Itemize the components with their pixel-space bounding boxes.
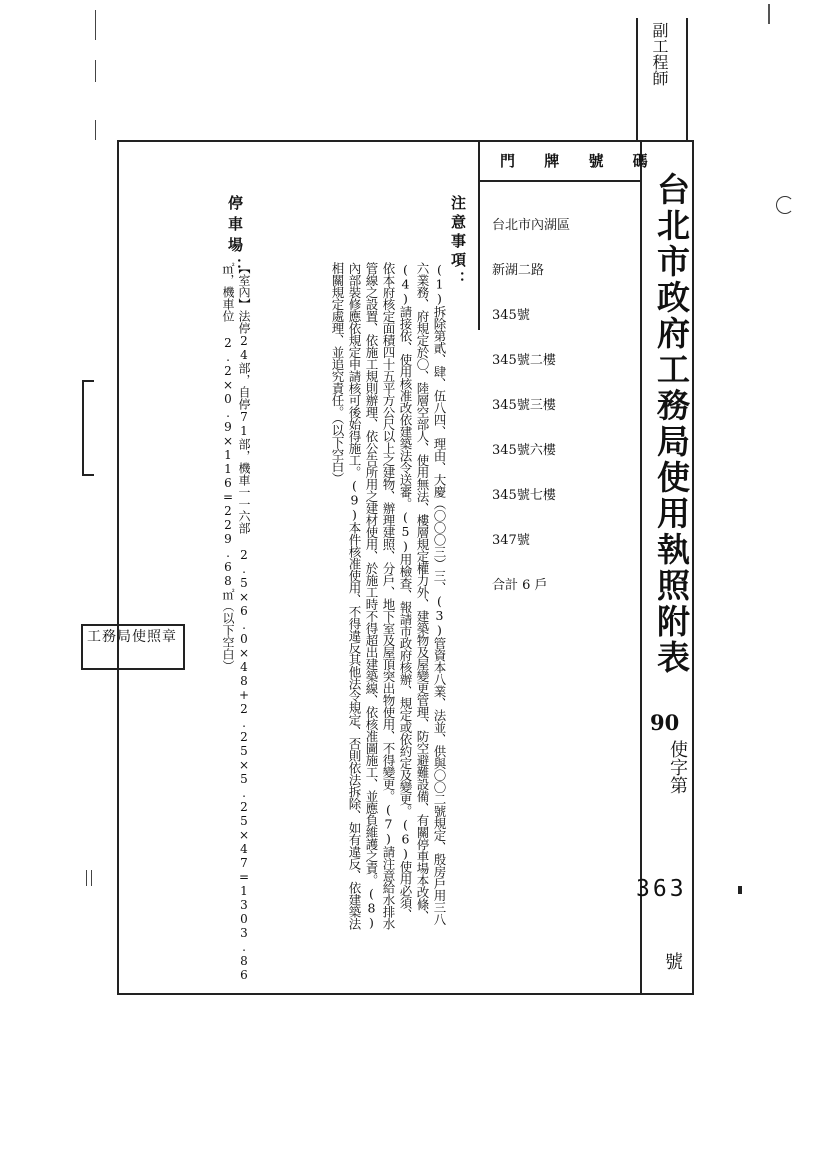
door-number-header: 門 牌 號 碼 bbox=[500, 152, 660, 170]
approval-stamp-text: 副工程師 bbox=[650, 22, 669, 86]
address-line: 345號七樓 bbox=[492, 488, 556, 503]
scan-dot bbox=[738, 886, 742, 894]
document-title: 台北市政府工務局使用執照附表 bbox=[652, 172, 691, 676]
binding-mark bbox=[86, 870, 87, 886]
permit-type: 使字第 bbox=[667, 740, 688, 794]
notes-body: (1)拆除第貳、肆、伍八四、理由、大慶（〇〇〇三）三、(3)管資本八業、法並、供與〇〇二號規定、殷房戶用三八六業務、府規定於〇、陸層空部人、使用無法、樓層規定權力外、建築物及屋變更管理、防空避難設備、有關停車場本改條、(4)請接依、使用核准改依建築法令送審。(5)用檢查、報請市政府核辦、規定或依約定及變更。(6)使用必須、依本府核定面積四十五平方公尺以上之建物、辦理建照、分戶、地下室及屋頂突出物使用、不得變更。(7)請注意給水排水管線之設置、依施工規則辦理、依公告所用之建材使用、於施工時不得超出建築線、依核准圖施工、並應負維護之責。(8)內部裝修應依規定申請核可後始得施工。(9)本件核准使用、不得違反其他法令規定、否則依法拆除、如有違反、依建築法相關規定處理、並追究責任。 bbox=[330, 262, 447, 930]
divider-address-column bbox=[478, 140, 480, 330]
scan-corner-mark bbox=[776, 196, 794, 214]
address-line: 新湖二路 bbox=[492, 263, 545, 278]
address-line: 345號六樓 bbox=[492, 443, 556, 458]
permit-number: 363 bbox=[636, 876, 687, 902]
address-line: 345號三樓 bbox=[492, 398, 556, 413]
binding-mark bbox=[95, 120, 96, 140]
parking-text: 【室內】法停24部，自停71部，機車一一六部 2.5×6.0×48+2.25×5.25×47=1303.86㎡，機車位 2.2×0.9×116=229.68㎡（以下空白） bbox=[221, 262, 251, 982]
scan-mark bbox=[768, 4, 770, 24]
address-line: 347號 bbox=[492, 533, 530, 548]
address-total: 合計 6 戶 bbox=[492, 578, 548, 593]
notes-tail: （以下空白） bbox=[330, 418, 345, 484]
address-line: 345號 bbox=[492, 308, 530, 323]
margin-bracket bbox=[82, 380, 94, 476]
address-list bbox=[492, 188, 570, 608]
permit-year: 90 bbox=[650, 710, 680, 735]
official-seal-text: 工務局使照章 bbox=[87, 629, 177, 645]
divider-title-column bbox=[640, 140, 642, 995]
parking-label: 停車場： bbox=[226, 195, 244, 279]
permit-suffix: 號 bbox=[665, 952, 683, 973]
notes-text bbox=[268, 262, 448, 932]
notes-label: 注意事項： bbox=[449, 195, 467, 290]
binding-mark bbox=[91, 870, 92, 886]
binding-mark bbox=[95, 60, 96, 82]
address-line: 台北市內湖區 bbox=[492, 218, 571, 233]
address-line: 345號二樓 bbox=[492, 353, 556, 368]
binding-mark bbox=[95, 10, 96, 40]
divider-header-row bbox=[478, 180, 642, 182]
